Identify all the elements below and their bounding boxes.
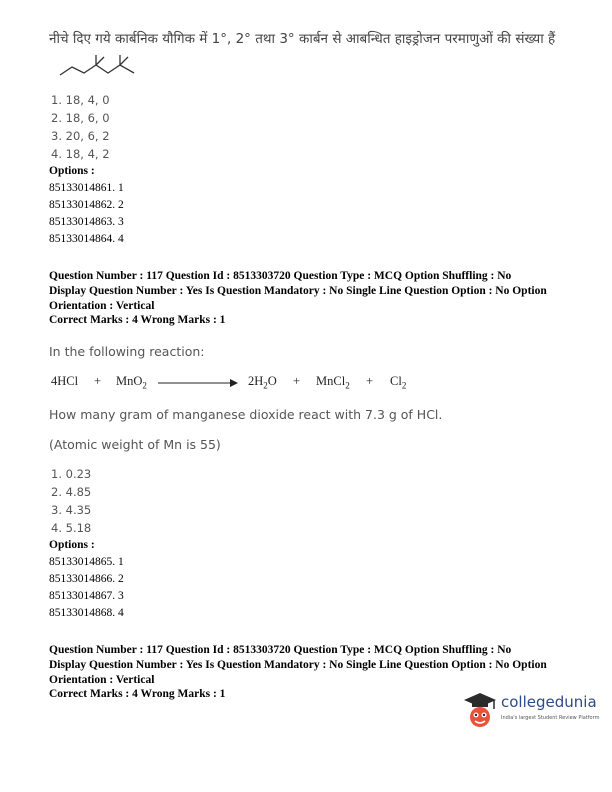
q1-choice-3: 3. 20, 6, 2 bbox=[51, 129, 110, 143]
graduate-cap-icon bbox=[463, 691, 497, 729]
q2-choice-1: 1. 0.23 bbox=[51, 467, 92, 481]
q2-marks: Correct Marks : 4 Wrong Marks : 1 bbox=[49, 314, 226, 326]
collegedunia-logo bbox=[463, 691, 603, 735]
q3-marks: Correct Marks : 4 Wrong Marks : 1 bbox=[49, 688, 226, 700]
q1-options-label: Options : bbox=[49, 165, 95, 177]
q2-option-id-4: 85133014868. 4 bbox=[49, 607, 124, 619]
q1-option-id-3: 85133014863. 3 bbox=[49, 216, 124, 228]
product-mncl2: MnCl$_2$ bbox=[316, 374, 350, 391]
q2-option-id-1: 85133014865. 1 bbox=[49, 556, 124, 568]
q2-meta bbox=[49, 269, 589, 314]
q1-question-text: नीचे दिए गये कार्बनिक यौगिक में 1°, 2° तथा 3° कार्बन से आबन्धित हाइड्रोजन परमाणुओं की संख्या हैं bbox=[49, 31, 556, 47]
q2-note: (Atomic weight of Mn is 55) bbox=[49, 437, 221, 452]
q2-choice-2: 2. 4.85 bbox=[51, 485, 92, 499]
q3-meta bbox=[49, 643, 589, 688]
q2-meta-line1: Question Number : 117 Question Id : 8513303720 Question Type : MCQ Option Shuffling : No bbox=[49, 270, 512, 282]
q2-choice-4: 4. 5.18 bbox=[51, 521, 92, 535]
reaction-arrow bbox=[158, 378, 238, 388]
skeletal-structure-diagram bbox=[58, 55, 148, 81]
q2-question-text: How many gram of manganese dioxide react with 7.3 g of HCl. bbox=[49, 407, 443, 422]
q1-choice-1: 1. 18, 4, 0 bbox=[51, 93, 110, 107]
q3-meta-line2: Display Question Number : Yes Is Question Mandatory : No Single Line Question Option : No Option bbox=[49, 659, 547, 671]
q3-meta-line1: Question Number : 117 Question Id : 8513303720 Question Type : MCQ Option Shuffling : No bbox=[49, 644, 512, 656]
logo-wordmark: collegedunia bbox=[501, 693, 597, 711]
plus-sign: + bbox=[94, 374, 102, 388]
q2-meta-line3: Orientation : Vertical bbox=[49, 300, 155, 312]
q2-options-label: Options : bbox=[49, 539, 95, 551]
product-water: $2H_2O$ bbox=[248, 374, 277, 391]
q1-option-id-2: 85133014862. 2 bbox=[49, 199, 124, 211]
q3-meta-line3: Orientation : Vertical bbox=[49, 674, 155, 686]
reactant-hcl: 4HCl bbox=[51, 374, 79, 388]
logo-tagline: India's largest Student Review Platform bbox=[501, 715, 600, 721]
q1-choice-2: 2. 18, 6, 0 bbox=[51, 111, 110, 125]
q1-choice-4: 4. 18, 4, 2 bbox=[51, 147, 110, 161]
q2-intro: In the following reaction: bbox=[49, 344, 205, 359]
q2-meta-line2: Display Question Number : Yes Is Question Mandatory : No Single Line Question Option : No Option bbox=[49, 285, 547, 297]
q1-option-id-4: 85133014864. 4 bbox=[49, 233, 124, 245]
q2-option-id-2: 85133014866. 2 bbox=[49, 573, 124, 585]
q2-option-id-3: 85133014867. 3 bbox=[49, 590, 124, 602]
product-cl2: $Cl_2$ bbox=[390, 374, 407, 391]
q2-choice-3: 3. 4.35 bbox=[51, 503, 92, 517]
reactant-mno2: MnO$_2$ bbox=[116, 374, 147, 391]
plus-sign: + bbox=[366, 374, 374, 388]
plus-sign: + bbox=[293, 374, 301, 388]
q1-option-id-1: 85133014861. 1 bbox=[49, 182, 124, 194]
